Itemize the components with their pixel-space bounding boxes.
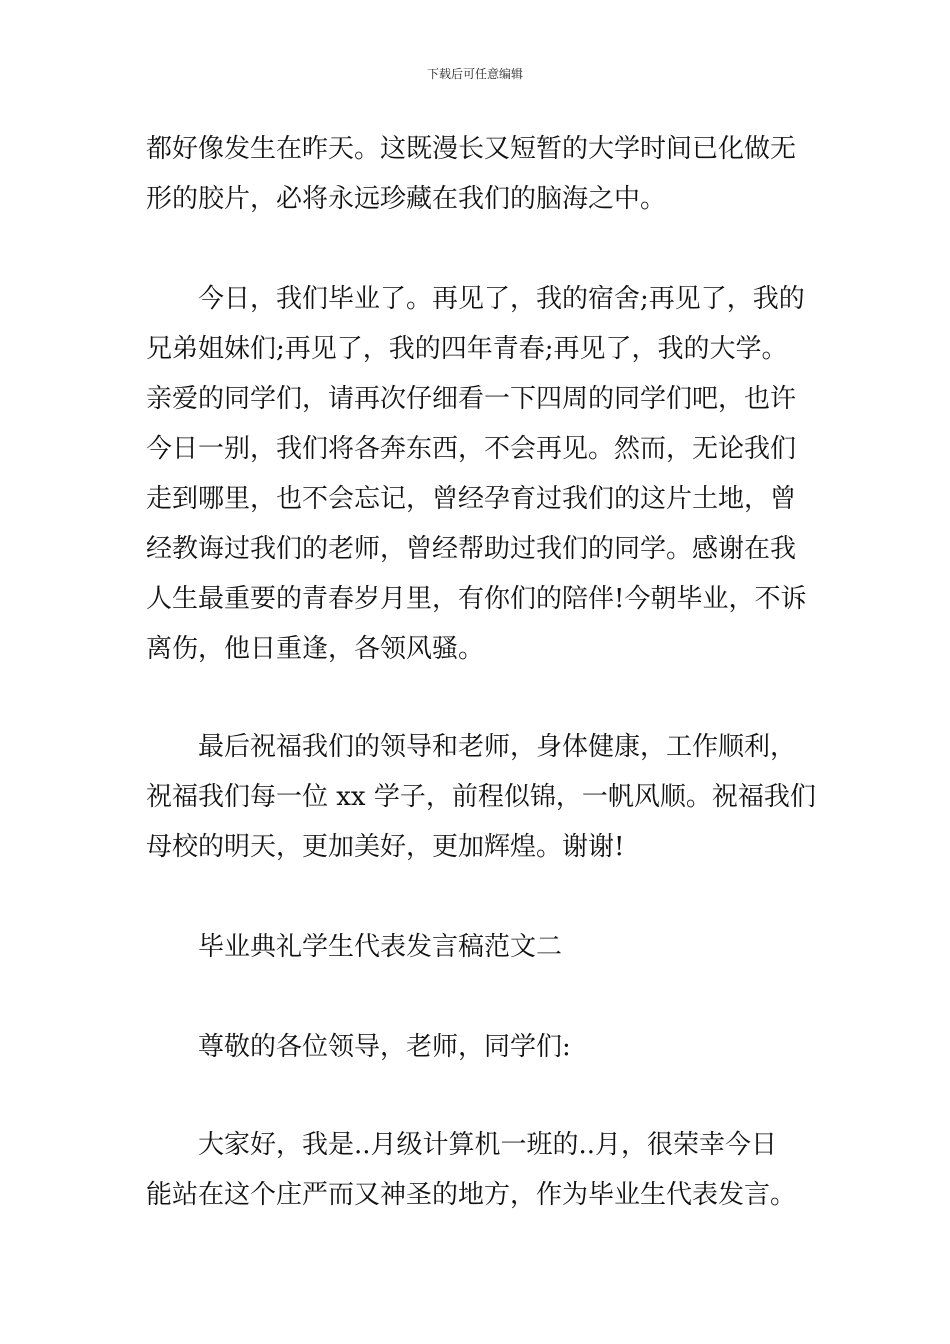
text-line: 经教诲过我们的老师，曾经帮助过我们的同学。感谢在我 bbox=[146, 534, 797, 564]
text-line: 今日一别，我们将各奔东西，不会再见。然而，无论我们 bbox=[146, 434, 797, 464]
section-heading-text: 毕业典礼学生代表发言稿范文二 bbox=[198, 932, 563, 962]
text-line: 都好像发生在昨天。这既漫长又短暂的大学时间已化做无 bbox=[146, 134, 797, 164]
page-header-note: 下载后可任意编辑 bbox=[426, 67, 523, 81]
paragraph-3 bbox=[146, 722, 816, 872]
section-heading bbox=[146, 922, 816, 972]
salutation-text: 尊敬的各位领导，老师，同学们: bbox=[198, 1032, 571, 1062]
text-line: 走到哪里，也不会忘记，曾经孕育过我们的这片土地，曾 bbox=[146, 484, 797, 514]
salutation bbox=[146, 1022, 816, 1072]
text-line: 祝福我们每一位 xx 学子，前程似锦，一帆风顺。祝福我们 bbox=[146, 782, 816, 812]
text-line: 大家好，我是..月级计算机一班的..月，很荣幸今日 bbox=[198, 1130, 778, 1160]
text-line: 亲爱的同学们，请再次仔细看一下四周的同学们吧，也许 bbox=[146, 384, 797, 414]
text-line: 母校的明天，更加美好，更加辉煌。谢谢! bbox=[146, 832, 625, 862]
text-line: 能站在这个庄严而又神圣的地方，作为毕业生代表发言。 bbox=[146, 1180, 797, 1210]
text-line: 今日，我们毕业了。再见了，我的宿舍;再见了，我的 bbox=[198, 284, 805, 314]
text-line: 形的胶片，必将永远珍藏在我们的脑海之中。 bbox=[146, 184, 667, 214]
paragraph-2 bbox=[146, 274, 816, 674]
text-line: 离伤，他日重逢，各领风骚。 bbox=[146, 634, 485, 664]
text-line: 最后祝福我们的领导和老师，身体健康，工作顺利， bbox=[198, 732, 797, 762]
text-line: 人生最重要的青春岁月里，有你们的陪伴!今朝毕业，不诉 bbox=[146, 584, 807, 614]
text-line: 兄弟姐妹们;再见了，我的四年青春;再见了，我的大学。 bbox=[146, 334, 788, 364]
paragraph-1 bbox=[146, 124, 816, 224]
paragraph-6 bbox=[146, 1120, 816, 1220]
